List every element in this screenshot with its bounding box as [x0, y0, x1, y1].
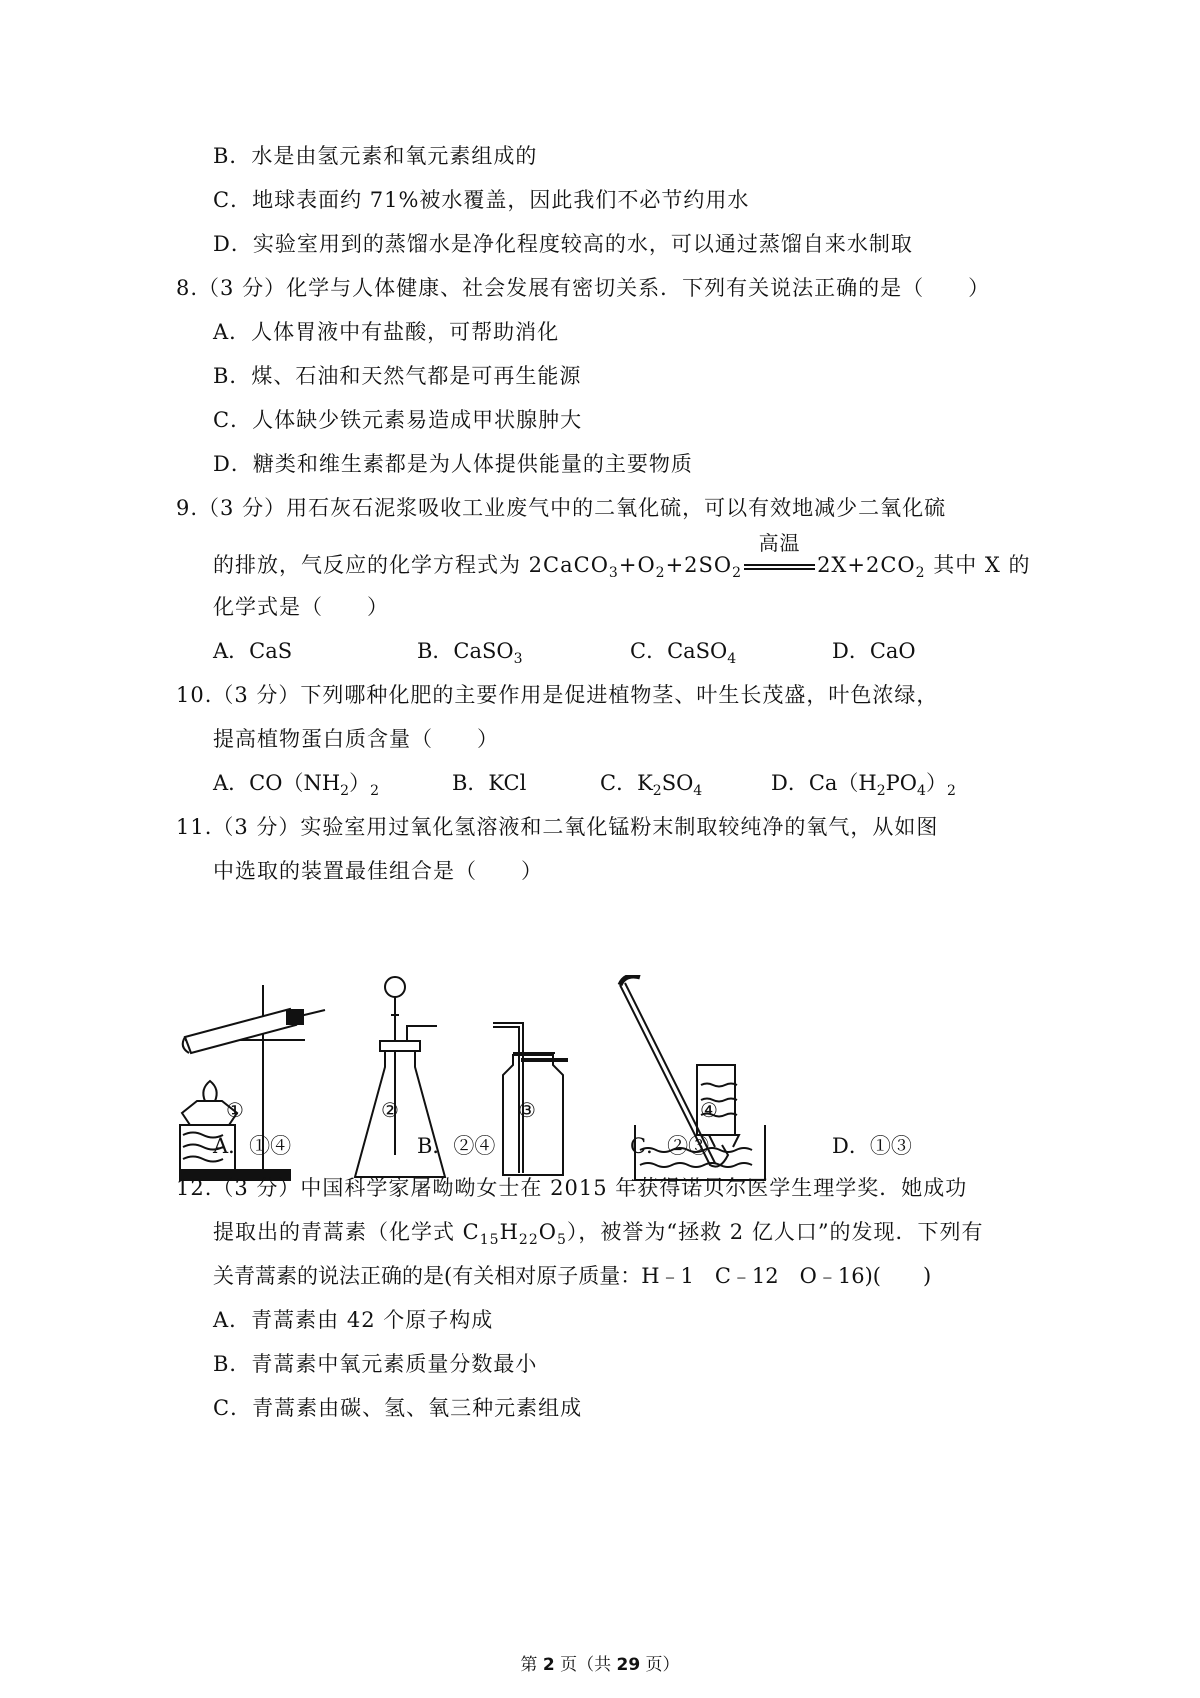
q12-option-c: C．青蒿素由碳、氢、氧三种元素组成 — [213, 1396, 583, 1420]
q9-option-a: A．CaS — [213, 639, 293, 663]
q10-option-d: D．$Ca(H_2PO_4)_2$ — [771, 771, 956, 799]
q11-option-a: A．①④ — [213, 1134, 292, 1158]
q9-option-b: B．CaSO$_3$ — [417, 639, 523, 667]
page-footer: 第 2 页（共 29 页） — [520, 1655, 680, 1675]
q11-option-d: D．①③ — [832, 1134, 912, 1158]
apparatus-figure — [175, 975, 855, 1195]
q9-equation-line: 的排放，气反应的化学方程式为 $2CaCO_3+O_2+2SO_2$ 高温 $2X+2CO_2$ 其中 X 的 — [213, 531, 1031, 581]
apparatus-label-1: ① — [226, 1098, 244, 1122]
q8-option-a: A．人体胃液中有盐酸，可帮助消化 — [213, 320, 560, 344]
q12-stem-line3: 关青蒿素的说法正确的是(有关相对原子质量：H﹣1 C﹣12 O﹣16)( ) — [213, 1264, 932, 1288]
apparatus-label-2: ② — [381, 1098, 399, 1122]
q12-option-a: A．青蒿素由 42 个原子构成 — [213, 1308, 494, 1332]
q7-option-d: D．实验室用到的蒸馏水是净化程度较高的水，可以通过蒸馏自来水制取 — [213, 232, 913, 256]
q9-stem-line1: 9.（3 分）用石灰石泥浆吸收工业废气中的二氧化硫，可以有效地减少二氧化硫 — [176, 496, 947, 520]
q12-stem-line2: 提取出的青蒿素（化学式 $C_{15}H_{22}O_5$），被誉为“拯救 2 亿人口”的发现．下列有 — [213, 1220, 984, 1248]
q8-option-b: B．煤、石油和天然气都是可再生能源 — [213, 364, 582, 388]
q10-stem-line2: 提高植物蛋白质含量（ ） — [213, 727, 499, 751]
q10-option-b: B．KCl — [452, 771, 527, 795]
apparatus-label-4: ④ — [700, 1098, 718, 1122]
q7-option-b: B．水是由氢元素和氧元素组成的 — [213, 144, 538, 168]
q7-option-c: C．地球表面约 71%被水覆盖，因此我们不必节约用水 — [213, 188, 750, 212]
q11-stem-line2: 中选取的装置最佳组合是（ ） — [213, 859, 543, 883]
q12-option-b: B．青蒿素中氧元素质量分数最小 — [213, 1352, 538, 1376]
q11-option-b: B．②④ — [417, 1134, 496, 1158]
q8-option-d: D．糖类和维生素都是为人体提供能量的主要物质 — [213, 452, 693, 476]
q8-stem: 8.（3 分）化学与人体健康、社会发展有密切关系．下列有关说法正确的是（ ） — [176, 276, 991, 300]
reaction-condition: 高温 — [742, 550, 817, 580]
q10-option-c: C．$K_2SO_4$ — [600, 771, 703, 799]
q10-stem-line1: 10.（3 分）下列哪种化肥的主要作用是促进植物茎、叶生长茂盛，叶色浓绿， — [176, 683, 939, 707]
q9-option-c: C．CaSO$_4$ — [630, 639, 737, 667]
q11-option-c: C．②③ — [630, 1134, 710, 1158]
q8-option-c: C．人体缺少铁元素易造成甲状腺肿大 — [213, 408, 583, 432]
q10-option-a: A．$CO(NH_2)_2$ — [213, 771, 379, 799]
q12-stem-line1: 12.（3 分）中国科学家屠呦呦女士在 2015 年获得诺贝尔医学生理学奖．她成功 — [176, 1176, 968, 1200]
q9-option-d: D．CaO — [832, 639, 916, 663]
q9-stem-line3: 化学式是（ ） — [213, 595, 389, 619]
apparatus-label-3: ③ — [518, 1098, 536, 1122]
q11-stem-line1: 11.（3 分）实验室用过氧化氢溶液和二氧化锰粉末制取较纯净的氧气，从如图 — [176, 815, 939, 839]
page-number: 2 — [542, 1655, 555, 1675]
total-pages: 29 — [616, 1655, 641, 1675]
